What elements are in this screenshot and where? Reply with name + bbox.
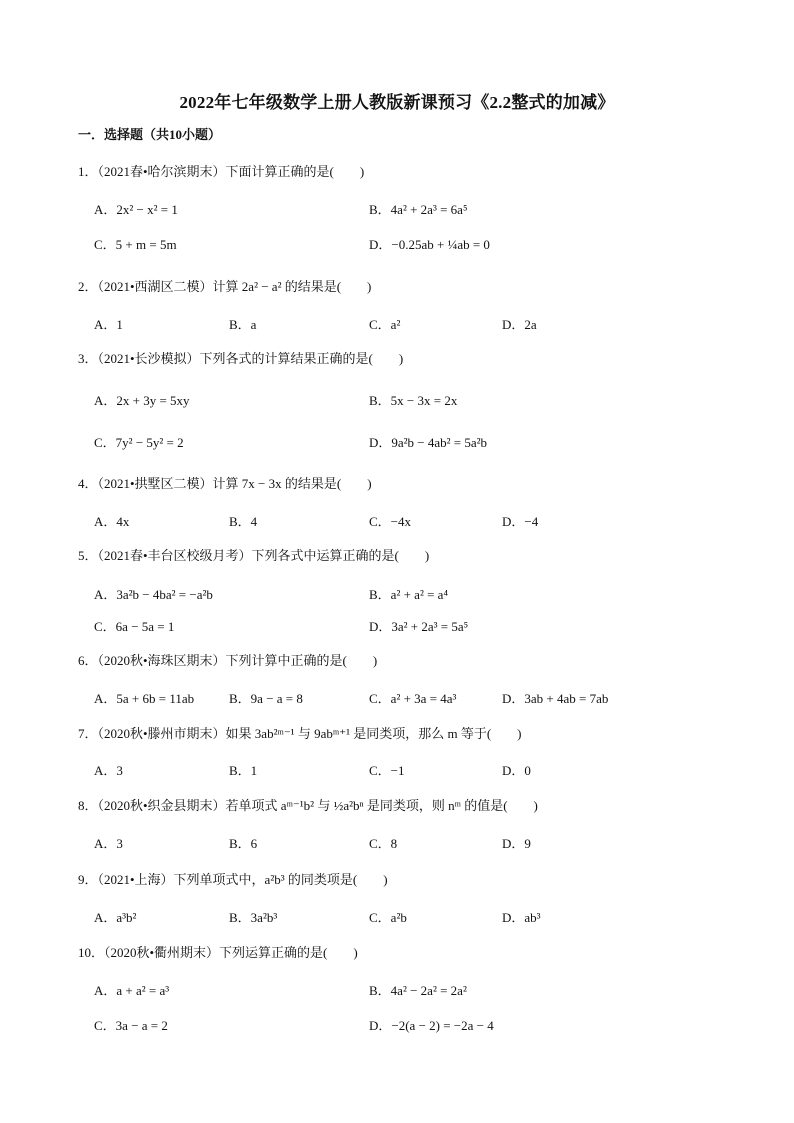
question-7-option-c: C．−1 [369, 763, 405, 778]
section-heading: 一．选择题（共10小题） [78, 127, 222, 142]
question-10-stem: 10．（2020秋•衢州期末）下列运算正确的是( ) [78, 945, 358, 960]
question-1-stem: 1．（2021春•哈尔滨期末）下面计算正确的是( ) [78, 164, 365, 179]
question-10-option-a: A．a + a² = a³ [94, 983, 170, 998]
question-6-option-b: B．9a − a = 8 [229, 691, 303, 706]
question-10-option-b: B．4a² − 2a² = 2a² [369, 983, 467, 998]
question-5-option-d: D．3a² + 2a³ = 5a⁵ [369, 619, 469, 634]
question-2-option-b: B．a [229, 317, 257, 332]
question-4-option-d: D．−4 [502, 514, 539, 529]
question-10-option-d: D．−2(a − 2) = −2a − 4 [369, 1018, 494, 1033]
question-1-option-c: C．5 + m = 5m [94, 237, 177, 252]
question-4-option-a: A．4x [94, 514, 130, 529]
question-2-option-c: C．a² [369, 317, 401, 332]
question-6-option-d: D．3ab + 4ab = 7ab [502, 691, 609, 706]
question-8-option-b: B．6 [229, 836, 258, 851]
question-7-option-d: D．0 [502, 763, 531, 778]
question-5-option-b: B．a² + a² = a⁴ [369, 587, 448, 602]
question-9-option-b: B．3a²b³ [229, 910, 278, 925]
question-2-option-d: D．2a [502, 317, 537, 332]
question-6-option-c: C．a² + 3a = 4a³ [369, 691, 457, 706]
question-4-stem: 4．（2021•拱墅区二模）计算 7x − 3x 的结果是( ) [78, 476, 372, 491]
question-3-option-a: A．2x + 3y = 5xy [94, 393, 190, 408]
question-4-option-b: B．4 [229, 514, 258, 529]
question-3-stem: 3．（2021•长沙模拟）下列各式的计算结果正确的是( ) [78, 351, 404, 366]
question-1-option-a: A．2x² − x² = 1 [94, 202, 178, 217]
question-1-option-b: B．4a² + 2a³ = 6a⁵ [369, 202, 468, 217]
question-9-option-d: D．ab³ [502, 910, 541, 925]
question-3-option-b: B．5x − 3x = 2x [369, 393, 458, 408]
question-1-option-d: D．−0.25ab + ¼ab = 0 [369, 237, 490, 252]
question-9-option-a: A．a³b² [94, 910, 137, 925]
question-9-option-c: C．a²b [369, 910, 407, 925]
question-5-option-c: C．6a − 5a = 1 [94, 619, 175, 634]
question-8-stem: 8．（2020秋•织金县期末）若单项式 aᵐ⁻¹b² 与 ½a²bⁿ 是同类项，则 nᵐ 的值是( ) [78, 798, 538, 813]
question-2-option-a: A．1 [94, 317, 123, 332]
question-6-option-a: A．5a + 6b = 11ab [94, 691, 195, 706]
question-5-stem: 5．（2021春•丰台区校级月考）下列各式中运算正确的是( ) [78, 548, 430, 563]
question-7-option-a: A．3 [94, 763, 123, 778]
question-8-option-a: A．3 [94, 836, 123, 851]
question-7-stem: 7．（2020秋•滕州市期末）如果 3ab²ᵐ⁻¹ 与 9abᵐ⁺¹ 是同类项，那么 m 等于( ) [78, 726, 522, 741]
question-10-option-c: C．3a − a = 2 [94, 1018, 168, 1033]
question-8-option-c: C．8 [369, 836, 398, 851]
question-9-stem: 9．（2021•上海）下列单项式中，a²b³ 的同类项是( ) [78, 872, 388, 887]
question-7-option-b: B．1 [229, 763, 258, 778]
question-2-stem: 2．（2021•西湖区二模）计算 2a² − a² 的结果是( ) [78, 279, 372, 294]
question-8-option-d: D．9 [502, 836, 531, 851]
question-6-stem: 6．（2020秋•海珠区期末）下列计算中正确的是( ) [78, 653, 378, 668]
page-title: 2022年七年级数学上册人教版新课预习《2.2整式的加减》 [179, 93, 615, 112]
question-5-option-a: A．3a²b − 4ba² = −a²b [94, 587, 213, 602]
question-3-option-c: C．7y² − 5y² = 2 [94, 435, 184, 450]
question-4-option-c: C．−4x [369, 514, 412, 529]
question-3-option-d: D．9a²b − 4ab² = 5a²b [369, 435, 488, 450]
